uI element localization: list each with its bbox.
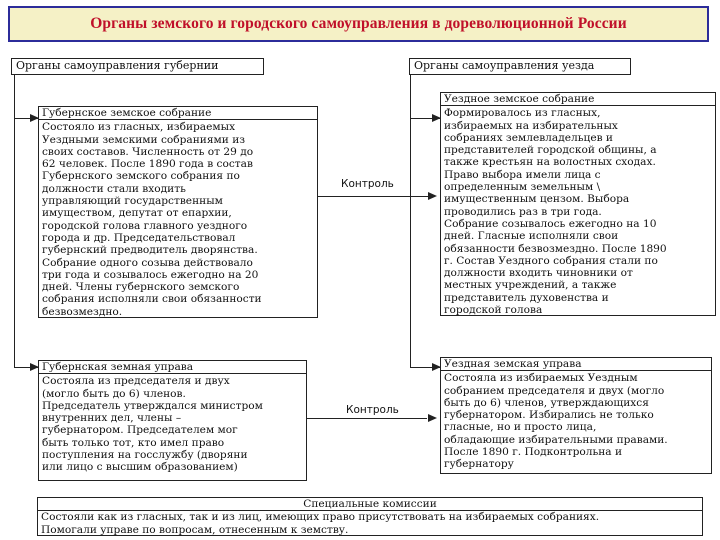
header-gubernia — [11, 58, 264, 75]
box-text: Состояли как из гласных, так и из лиц, имеющих право присутствовать на избираемых собраниях. Помогали управе по вопросам, отнесенным к земству. — [41, 511, 600, 536]
box-title: Уездная земская управа — [441, 358, 711, 371]
box-gubernskoe-sobranie — [38, 106, 318, 318]
box-text: Состояла из избираемых Уездным собранием председателя и двух (могло быть до 6) членов, утверждающихся губернатором. Избирались не только гласные, но и просто лица, обладающие избирательными правами. После 1890 г. Подконтрольна и губернатору — [444, 372, 668, 471]
box-title: Губернская земная управа — [39, 361, 306, 374]
box-text: Формировалось из гласных, избираемых на избирательных собраниях землевладельцев и представителей городской общины, а также крестьян на волостных сходах. Право выбора имели лица с определенным земельным \ имущественным цензом. Выбора проводились раз в три года. Собрание созывалось ежегодно на 10 дней. Гласные исполняли свои обязанности безвозмездно. После 1890 г. Состав Уездного собрания стали по должности входить чиновники от местных учреждений, а также представитель духовенства и городской голова — [444, 107, 667, 317]
box-gubernskaya-uprava — [38, 360, 307, 481]
control-label-bottom: Контроль — [346, 404, 399, 416]
box-uezdnaya-uprava — [440, 357, 712, 474]
header-gubernia-label: Органы самоуправления губернии — [16, 59, 219, 72]
page-title: Органы земского и городского самоуправления в дореволюционной России — [90, 15, 627, 32]
box-uezdnoe-sobranie — [440, 92, 716, 316]
arrow-icon — [428, 414, 437, 422]
box-special-commissions — [37, 497, 703, 536]
control-line — [318, 196, 428, 197]
box-title: Специальные комиссии — [38, 498, 702, 511]
header-uezd — [409, 58, 631, 75]
box-title: Губернское земское собрание — [39, 107, 317, 120]
box-text: Состояло из гласных, избираемых Уездными земскими собраниями из своих составов. Численность от 29 до 62 человек. После 1890 года в состав Губернского земского собрания по должности стали входить управляющий государственным имуществом, депутат от епархии, городской голова главного уездного города и др. Председательствовал губернский предводитель дворянства. Собрание одного созыва действовало три года и созывалось ежегодно на 20 дней. Члены губернского земского собрания исполняли свои обязанности безвозмездно. — [42, 121, 262, 318]
title-bar — [8, 6, 709, 42]
arrow-icon — [428, 192, 437, 200]
header-uezd-label: Органы самоуправления уезда — [414, 59, 595, 72]
control-label-top: Контроль — [341, 178, 394, 190]
control-line — [307, 418, 427, 419]
box-text: Состояла из председателя и двух (могло быть до 6) членов. Председатель утверждался министром внутренних дел, члены – губернатором. Председателем мог быть только тот, кто имел право поступления на госслужбу (дворяни или лицо с высшим образованием) — [42, 375, 263, 474]
box-title: Уездное земское собрание — [441, 93, 715, 106]
